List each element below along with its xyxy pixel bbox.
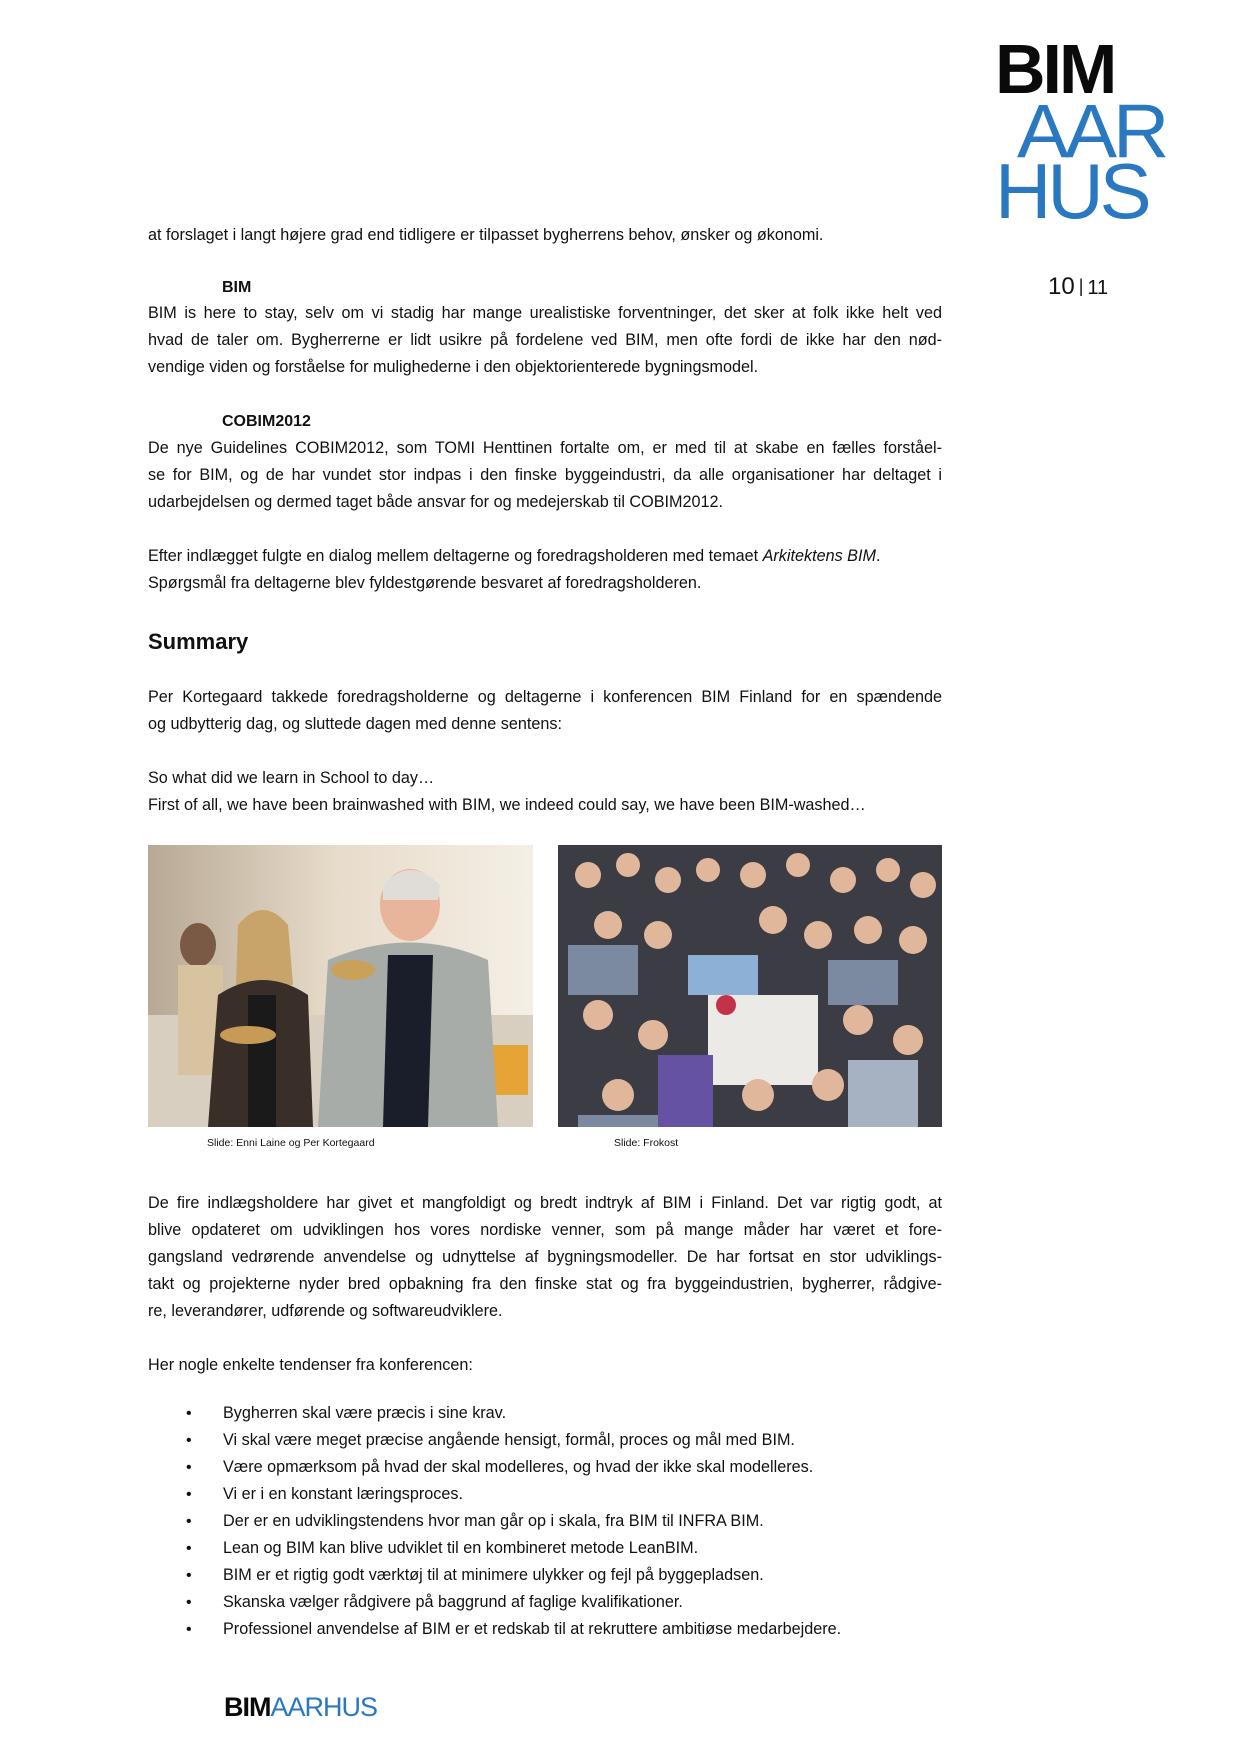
dialog-period: . [875,547,881,565]
cobim-para-line-1 [148,435,942,462]
bim-para-text-1: BIM is here to stay, selv om vi stadig har mange urealistiske forventninger, det sker at folk ikke helt ved [148,304,942,322]
photo-image [148,845,533,1127]
list-item [186,1427,795,1454]
list-item [186,1481,463,1508]
footer-logo-aarhus: AARHUS [270,1692,378,1722]
conclusion-text-2: blive opdateret om udviklingen hos vores nordiske venner, som på mange måder har været et fore- [148,1221,942,1239]
list-item [186,1616,841,1643]
cobim-para-text-2: se for BIM, og de har vundet stor indpas i den finske byggeindustri, da alle organisationer har deltaget i [148,466,942,484]
bim-para-line-2 [148,327,942,354]
photo-enni-laine-per-kortegaard [148,845,533,1127]
list-item-text: Lean og BIM kan blive udviklet til en kombineret metode LeanBIM. [223,1539,699,1557]
photo-frokost [558,845,942,1127]
conclusion-text-3: gangsland vedrørende anvendelse og udnyttelse af bygningsmodeller. De har fortsat en stor udviklings- [148,1248,942,1266]
quote-line-2: First of all, we have been brainwashed with BIM, we indeed could say, we have been BIM-washed… [148,796,866,814]
tendencies-intro: Her nogle enkelte tendenser fra konferencen: [148,1356,473,1374]
conclusion-line-5: re, leverandører, udførende og softwareudviklere. [148,1302,503,1320]
bullet-icon: • [186,1459,192,1476]
bim-para-line-1 [148,300,942,327]
cobim-para-line-2 [148,462,942,489]
cobim-para-text-1: De nye Guidelines COBIM2012, som TOMI Henttinen fortalte om, er med til at skabe en fælles forståel- [148,439,942,457]
list-item-text: Vi er i en konstant læringsproces. [223,1485,463,1503]
page-separator: | [1078,276,1084,296]
list-item-text: Bygherren skal være præcis i sine krav. [223,1404,507,1422]
bullet-icon: • [186,1513,192,1530]
conclusion-line-2 [148,1217,942,1244]
list-item-text: BIM er et rigtig godt værktøj til at minimere ulykker og fejl på byggepladsen. [223,1566,764,1584]
bullet-icon: • [186,1621,192,1638]
conclusion-text-4: takt og projekterne nyder bred opbakning fra den finske stat og fra byggeindustrien, bygherrer, rådgive- [148,1275,942,1293]
photo-image [558,845,942,1127]
list-item [186,1562,764,1589]
conclusion-line-1 [148,1190,942,1217]
summary-para-line-2: og udbytterig dag, og sluttede dagen med denne sentens: [148,715,562,733]
logo-bim-text: BIM [995,30,1115,108]
logo-aar-text: AAR [1017,87,1166,175]
section-heading-bim: BIM [222,279,252,296]
photo-caption-right: Slide: Frokost [614,1137,679,1149]
list-item [186,1589,683,1616]
intro-line: at forslaget i langt højere grad end tidligere er tilpasset bygherrens behov, ønsker og økonomi. [148,226,824,244]
bullet-icon: • [186,1486,192,1503]
list-item-text: Vi skal være meget præcise angående hensigt, formål, proces og mål med BIM. [223,1431,795,1449]
footer-logo-bim: BIM [224,1692,271,1722]
footer-logo [224,1692,377,1723]
summary-heading: Summary [148,629,249,654]
dialog-line-1 [148,543,942,570]
quote-line-1: So what did we learn in School to day… [148,769,435,787]
bullet-icon: • [186,1567,192,1584]
list-item-text: Være opmærksom på hvad der skal modelleres, og hvad der ikke skal modelleres. [223,1458,814,1476]
list-item [186,1454,813,1481]
dialog-line-2: Spørgsmål fra deltagerne blev fyldestgørende besvaret af foredragsholderen. [148,574,702,592]
list-item-text: Skanska vælger rådgivere på baggrund af faglige kvalifikationer. [223,1593,683,1611]
page-number [1048,273,1108,301]
conclusion-line-3 [148,1244,942,1271]
bullet-icon: • [186,1405,192,1422]
dialog-theme-italic: Arkitektens BIM [762,547,876,565]
list-item-text: Der er en udviklingstendens hvor man går op i skala, fra BIM til INFRA BIM. [223,1512,764,1530]
bim-para-text-2: hvad de taler om. Bygherrerne er lidt usikre på fordelene ved BIM, men ofte fordi de ikke har den nød- [148,331,942,349]
photo-caption-left: Slide: Enni Laine og Per Kortegaard [207,1137,375,1149]
conclusion-text-1: De fire indlægsholdere har givet et mangfoldigt og bredt indtryk af BIM i Finland. Det var rigtig godt, at [148,1194,942,1212]
bim-para-line-3: vendige viden og forståelse for mulighederne i den objektorienterede bygningsmodel. [148,358,759,376]
bullet-icon: • [186,1432,192,1449]
bullet-icon: • [186,1540,192,1557]
conclusion-line-4 [148,1271,942,1298]
list-item-text: Professionel anvendelse af BIM er et redskab til at rekruttere ambitiøse medarbejdere. [223,1620,842,1638]
list-item [186,1508,764,1535]
list-item [186,1400,506,1427]
dialog-text: Efter indlægget fulgte en dialog mellem deltagerne og foredragsholderen med temaet [148,547,763,565]
bullet-icon: • [186,1594,192,1611]
summary-para-line-1 [148,684,942,711]
page-total: 11 [1087,277,1109,299]
list-item [186,1535,698,1562]
cobim-para-line-3: udarbejdelsen og dermed taget både ansvar for og medejerskab til COBIM2012. [148,493,723,511]
logo-hus-text: HUS [995,147,1148,235]
section-heading-cobim2012: COBIM2012 [222,413,311,430]
summary-para-text-1: Per Kortegaard takkede foredragsholderne og deltagerne i konferencen BIM Finland for en spændende [148,688,942,706]
page-current: 10 [1048,273,1075,300]
